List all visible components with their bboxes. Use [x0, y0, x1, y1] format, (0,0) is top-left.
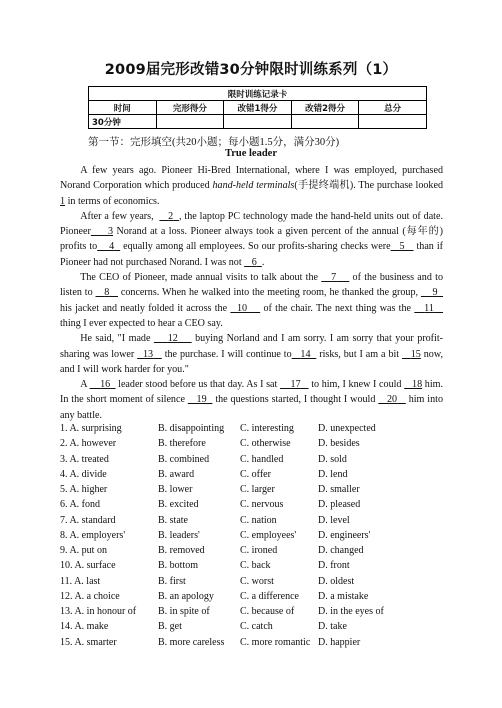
option-choice: 12. A. a choice: [60, 590, 120, 602]
option-choice: C. nation: [240, 514, 277, 526]
option-choice: D. oldest: [318, 575, 355, 587]
option-choice: B. an apology: [158, 590, 214, 602]
option-choice: D. pleased: [318, 499, 361, 511]
option-choice: C. employees': [240, 529, 297, 541]
option-row: [60, 621, 450, 636]
option-row: [60, 499, 450, 514]
option-choice: B. more careless: [158, 636, 225, 648]
option-choice: D. engineers': [318, 529, 371, 541]
header-correction2-score: 改错2得分: [291, 101, 359, 115]
blank-9: 9: [432, 287, 438, 299]
option-row: [60, 454, 450, 469]
option-choice: C. more romantic: [240, 636, 311, 648]
paragraph-1: A few years ago. Pioneer Hi-Bred International, where I was employed, purchased Norand Corporation which produced hand-held terminals(手提终端机). The purchase looked 1 in terms of economics.: [60, 165, 443, 207]
italic-term: hand-held terminals: [212, 180, 295, 192]
correction1-score-cell: [224, 115, 292, 129]
total-score-cell: [359, 115, 427, 129]
option-choice: C. handled: [240, 453, 284, 465]
blank-8: 8: [104, 287, 110, 299]
paragraph-4: He said, "I made 12 buying Norland and I am sorry. I am sorry that your profit-sharing was lower 13 the purchase. I will continue to 14 risks, but I am a bit 15 now, and I will work harder for you.": [60, 333, 444, 375]
option-row: [60, 484, 450, 499]
option-choice: D. changed: [318, 545, 364, 556]
blank-7: 7: [331, 272, 337, 284]
option-choice: B. state: [158, 514, 188, 526]
blank-16: 16: [100, 379, 111, 391]
option-choice: C. offer: [240, 468, 271, 480]
option-row: [60, 637, 450, 652]
option-choice: 4. A. divide: [60, 468, 107, 480]
option-choice: B. bottom: [158, 560, 199, 572]
blank-19: 19: [196, 394, 207, 406]
option-choice: B. lower: [158, 484, 193, 495]
option-choice: B. leaders': [158, 529, 200, 541]
option-choice: 8. A. employers': [60, 529, 126, 541]
blank-14: 14: [300, 348, 311, 360]
option-choice: 6. A. fond: [60, 499, 100, 511]
option-choice: C. because of: [240, 606, 295, 617]
option-choice: C. worst: [240, 575, 274, 587]
blank-3: 3: [108, 226, 114, 238]
option-choice: B. first: [158, 575, 186, 587]
option-choice: B. removed: [158, 545, 205, 556]
option-choice: B. in spite of: [158, 606, 210, 617]
option-row: [60, 545, 450, 560]
option-row: [60, 606, 450, 621]
paragraph-2: After a few years, 2 , the laptop PC technology made the hand-held units out of date. Pioneer 3 Norand at a loss. Pioneer always took a given percent of the annual (每年的) profits to 4 equally among all employees. So our profits-sharing checks were 5 than if Pioneer had not purchased Norand. I was not 6 .: [60, 210, 444, 268]
blank-6: 6: [251, 256, 257, 268]
option-choice: D. take: [318, 621, 347, 633]
option-row: [60, 469, 450, 484]
option-choice: D. besides: [318, 438, 360, 450]
blank-12: 12: [167, 333, 178, 345]
option-choice: 10. A. surface: [60, 560, 116, 572]
option-choice: D. happier: [318, 636, 361, 648]
time-limit-cell: 30分钟: [89, 115, 157, 129]
option-choice: B. get: [158, 621, 182, 633]
option-choice: 9. A. put on: [60, 545, 107, 556]
option-choice: C. otherwise: [240, 438, 291, 450]
option-choice: B. award: [158, 468, 195, 480]
option-row: [60, 423, 450, 438]
header-total-score: 总分: [359, 101, 427, 115]
option-choice: 3. A. treated: [60, 453, 109, 465]
passage-title: True leader: [225, 148, 277, 159]
option-choice: D. level: [318, 514, 350, 526]
blank-13: 13: [142, 348, 154, 360]
option-choice: 11. A. last: [60, 575, 101, 587]
option-choice: B. excited: [158, 499, 199, 511]
option-choice: C. nervous: [240, 499, 284, 511]
option-row: [60, 438, 450, 453]
option-row: [60, 576, 450, 591]
option-choice: B. disappointing: [158, 423, 225, 434]
blank-18: 18: [412, 379, 423, 391]
option-choice: C. interesting: [240, 423, 294, 434]
score-record-card: [88, 86, 427, 129]
option-choice: D. lend: [318, 468, 348, 480]
option-choice: C. larger: [240, 484, 275, 495]
option-choice: C. catch: [240, 621, 273, 633]
option-choice: D. unexpected: [318, 423, 376, 434]
option-choice: C. ironed: [240, 545, 278, 556]
option-choice: 2. A. however: [60, 438, 117, 450]
blank-11: 11: [424, 302, 434, 314]
cloze-score-cell: [156, 115, 224, 129]
blank-20: 20: [387, 394, 398, 406]
option-choice: 7. A. standard: [60, 514, 116, 526]
option-choice: B. therefore: [158, 438, 206, 450]
score-card-value-row: [89, 115, 427, 129]
blank-5: 5: [399, 241, 405, 253]
paragraph-5: A 16 leader stood before us that day. As I sat 17 to him, I knew I could 18 him. In the short moment of silence 19 the questions started, I thought I would 20 him into any battle.: [60, 379, 444, 421]
header-cloze-score: 完形得分: [156, 101, 224, 115]
section-heading: 第一节：完形填空(共20小题；每小题1.5分，满分30分): [88, 137, 340, 148]
option-choice: D. smaller: [318, 484, 360, 495]
option-choice: C. back: [240, 560, 271, 572]
correction2-score-cell: [291, 115, 359, 129]
option-choice: 15. A. smarter: [60, 636, 117, 648]
option-choice: 5. A. higher: [60, 484, 108, 495]
answer-options: [60, 423, 450, 652]
option-choice: 13. A. in honour of: [60, 606, 137, 617]
blank-10: 10: [236, 302, 248, 314]
option-choice: D. a mistake: [318, 590, 369, 602]
option-row: [60, 591, 450, 606]
blank-2: 2: [168, 210, 174, 222]
blank-4: 4: [109, 241, 115, 253]
cloze-passage: [60, 163, 443, 423]
header-time: 时间: [89, 101, 157, 115]
option-choice: 14. A. make: [60, 621, 109, 633]
blank-17: 17: [290, 379, 301, 391]
option-row: [60, 530, 450, 545]
header-correction1-score: 改错1得分: [224, 101, 292, 115]
option-choice: C. a difference: [240, 590, 299, 602]
blank-15: 15: [410, 348, 421, 360]
option-choice: 1. A. surprising: [60, 423, 122, 434]
blank-1: 1: [60, 195, 66, 207]
option-choice: D. in the eyes of: [318, 606, 384, 617]
option-choice: D. front: [318, 560, 350, 572]
option-choice: B. combined: [158, 453, 210, 465]
option-row: [60, 560, 450, 575]
option-row: [60, 515, 450, 530]
score-card-header-row: [89, 101, 427, 115]
option-choice: D. sold: [318, 453, 347, 465]
score-card-caption: 限时训练记录卡: [89, 87, 427, 101]
paragraph-3: The CEO of Pioneer, made annual visits to talk about the 7 of the business and to listen to 8 concerns. When he walked into the meeting room, he thanked the group, 9 his jacket and neatly folded it across the 10 of the chair. The next thing was the 11 thing I ever expected to hear a CEO say.: [60, 272, 444, 329]
document-title: 2009届完形改错30分钟限时训练系列（1）: [104, 62, 398, 78]
